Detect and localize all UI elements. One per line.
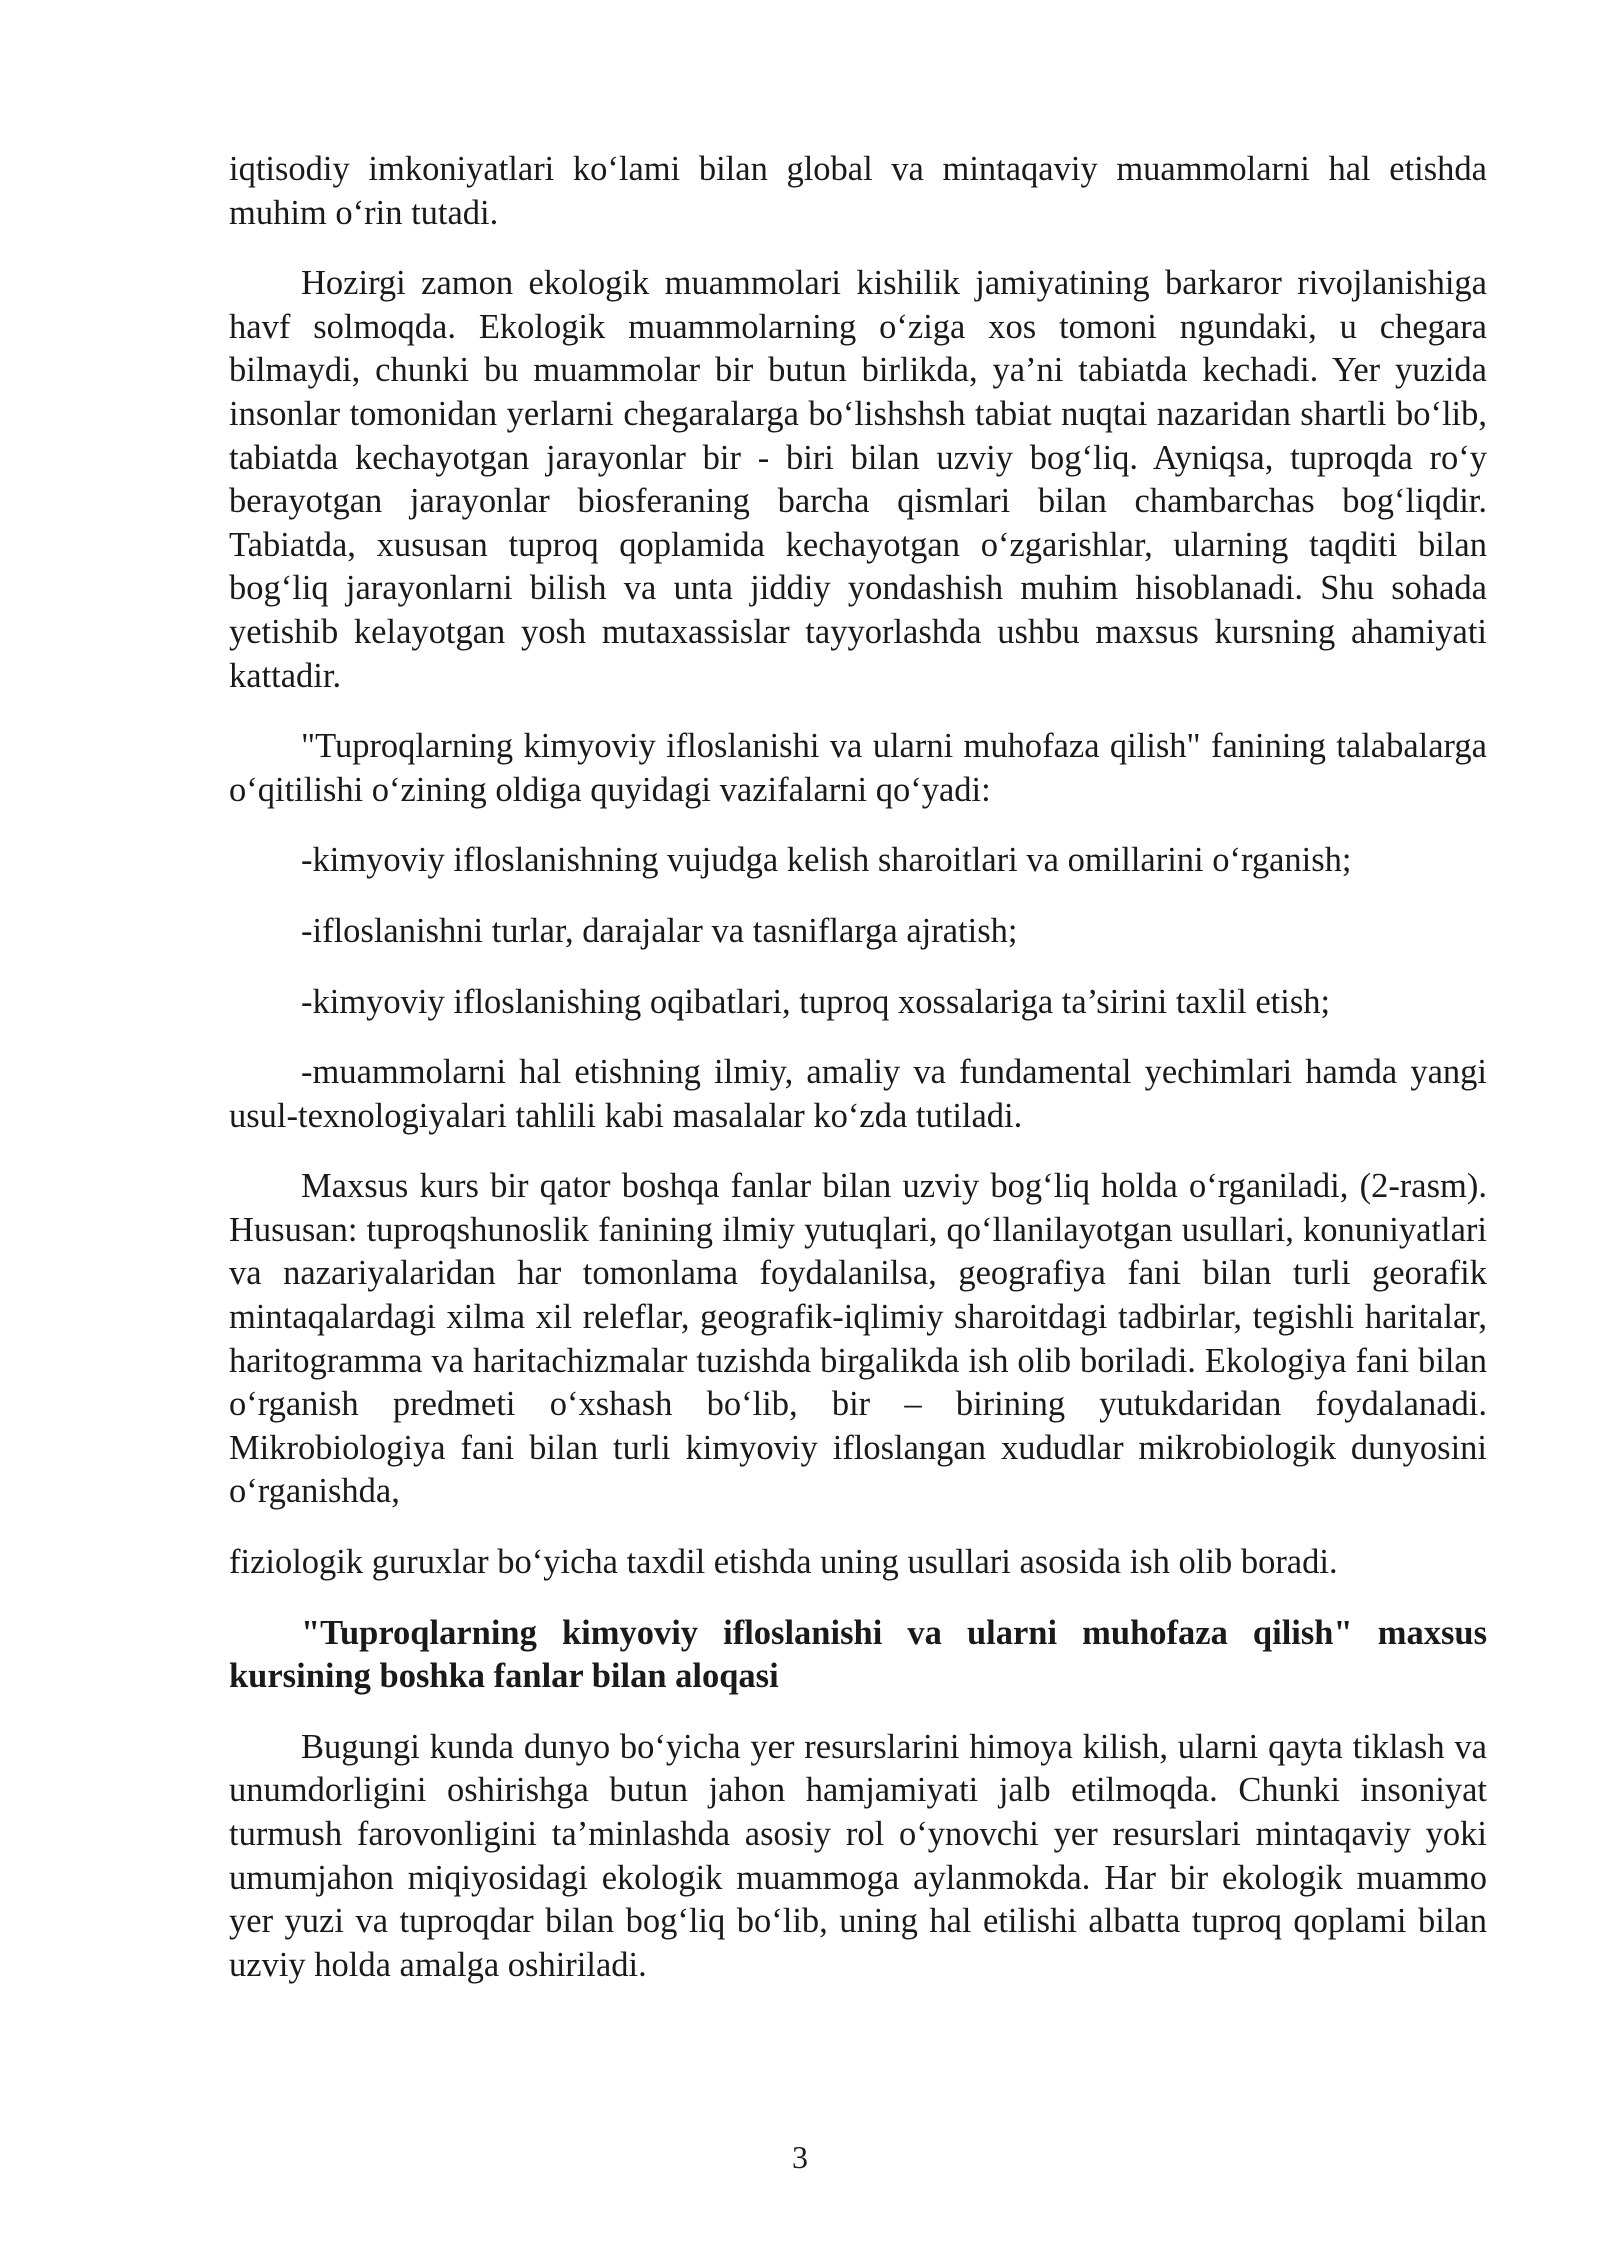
paragraph-physiology-continuation: fiziologik guruxlar bo‘yicha taxdil etishda uning usullari asosida ish olib boradi.	[229, 1543, 1338, 1582]
list-item-task-4: -muammolarni hal etishning ilmiy, amaliy va fundamental yechimlari hamda yangi usul-texnologiyalari tahlili kabi masalalar ko‘zda tutiladi.	[229, 1053, 1487, 1135]
paragraph-land-resources: Bugungi kunda dunyo bo‘yicha yer resurslarini himoya kilish, ularni qayta tiklash va unumdorligini oshirishga butun jahon hamjamiyati jalb etilmoqda. Chunki insoniyat turmush farovonligini ta’minlashda asosiy rol o‘ynovchi yer resurslari mintaqaviy yoki umumjahon miqiyosidagi ekologik muammoga aylanmokda. Har bir ekologik muammo yer yuzi va tuproqdar bilan bog‘liq bo‘lib, uning hal etilishi albatta tuproq qoplami bilan uzviy holda amalga oshiriladi.	[229, 1727, 1487, 1984]
list-item-task-1: -kimyoviy ifloslanishning vujudga kelish sharoitlari va omillarini o‘rganish;	[301, 841, 1352, 880]
page-number: 3	[792, 2139, 808, 2175]
paragraph-ecological-problems: Hozirgi zamon ekologik muammolari kishilik jamiyatining barkaror rivojlanishiga havf solmoqda. Ekologik muammolarning o‘ziga xos tomoni ngundaki, u chegara bilmaydi, chunki bu muammolar bir butun birlikda, ya’ni tabiatda kechadi. Yer yuzida insonlar tomonidan yerlarni chegaralarga bo‘lishshsh tabiat nuqtai nazaridan shartli bo‘lib, tabiatda kechayotgan jarayonlar bir - biri bilan uzviy bog‘liq. Ayniqsa, tuproqda ro‘y berayotgan jarayonlar biosferaning barcha qismlari bilan chambarchas bog‘liqdir. Tabiatda, xususan tuproq qoplamida kechayotgan o‘zgarishlar, ularning taqditi bilan bog‘liq jarayonlarni bilish va unta jiddiy yondashish muhim hisoblanadi. Shu sohada yetishib kelayotgan yosh mutaxassislar tayyorlashda ushbu maxsus kursning ahamiyati kattadir.	[229, 264, 1487, 695]
paragraph-related-sciences: Maxsus kurs bir qator boshqa fanlar bilan uzviy bog‘liq holda o‘rganiladi, (2-rasm). Hususan: tuproqshunoslik fanining ilmiy yutuqlari, qo‘llanilayotgan usullari, konuniyatlari va nazariyalaridan har tomonlama foydalanilsa, geografiya fani bilan turli georafik mintaqalardagi xilma xil releflar, geografik-iqlimiy sharoitdagi tadbirlar, tegishli haritalar, haritogramma va haritachizmalar tuzishda birgalikda ish olib boriladi. Ekologiya fani bilan o‘rganish predmeti o‘xshash bo‘lib, bir – birining yutukdaridan foydalanadi. Mikrobiologiya fani bilan turli kimyoviy ifloslangan xududlar mikrobiologik dunyosini o‘rganishda,	[229, 1167, 1487, 1511]
paragraph-intro-continuation: iqtisodiy imkoniyatlari ko‘lami bilan global va mintaqaviy muammolarni hal etishda muhim o‘rin tutadi.	[229, 150, 1487, 232]
document-page	[229, 148, 1487, 2014]
section-heading: "Tuproqlarning kimyoviy ifloslanishi va ularni muhofaza qilish" maxsus kursining boshka fanlar bilan aloqasi	[229, 1613, 1487, 1696]
list-item-task-3: -kimyoviy ifloslanishing oqibatlari, tuproq xossalariga ta’sirini taxlil etish;	[301, 982, 1331, 1021]
paragraph-course-tasks-intro: "Tuproqlarning kimyoviy ifloslanishi va ularni muhofaza qilish" fanining talabalarga o‘qitilishi o‘zining oldiga quyidagi vazifalarni qo‘yadi:	[229, 727, 1487, 809]
list-item-task-2: -ifloslanishni turlar, darajalar va tasniflarga ajratish;	[301, 911, 1018, 950]
